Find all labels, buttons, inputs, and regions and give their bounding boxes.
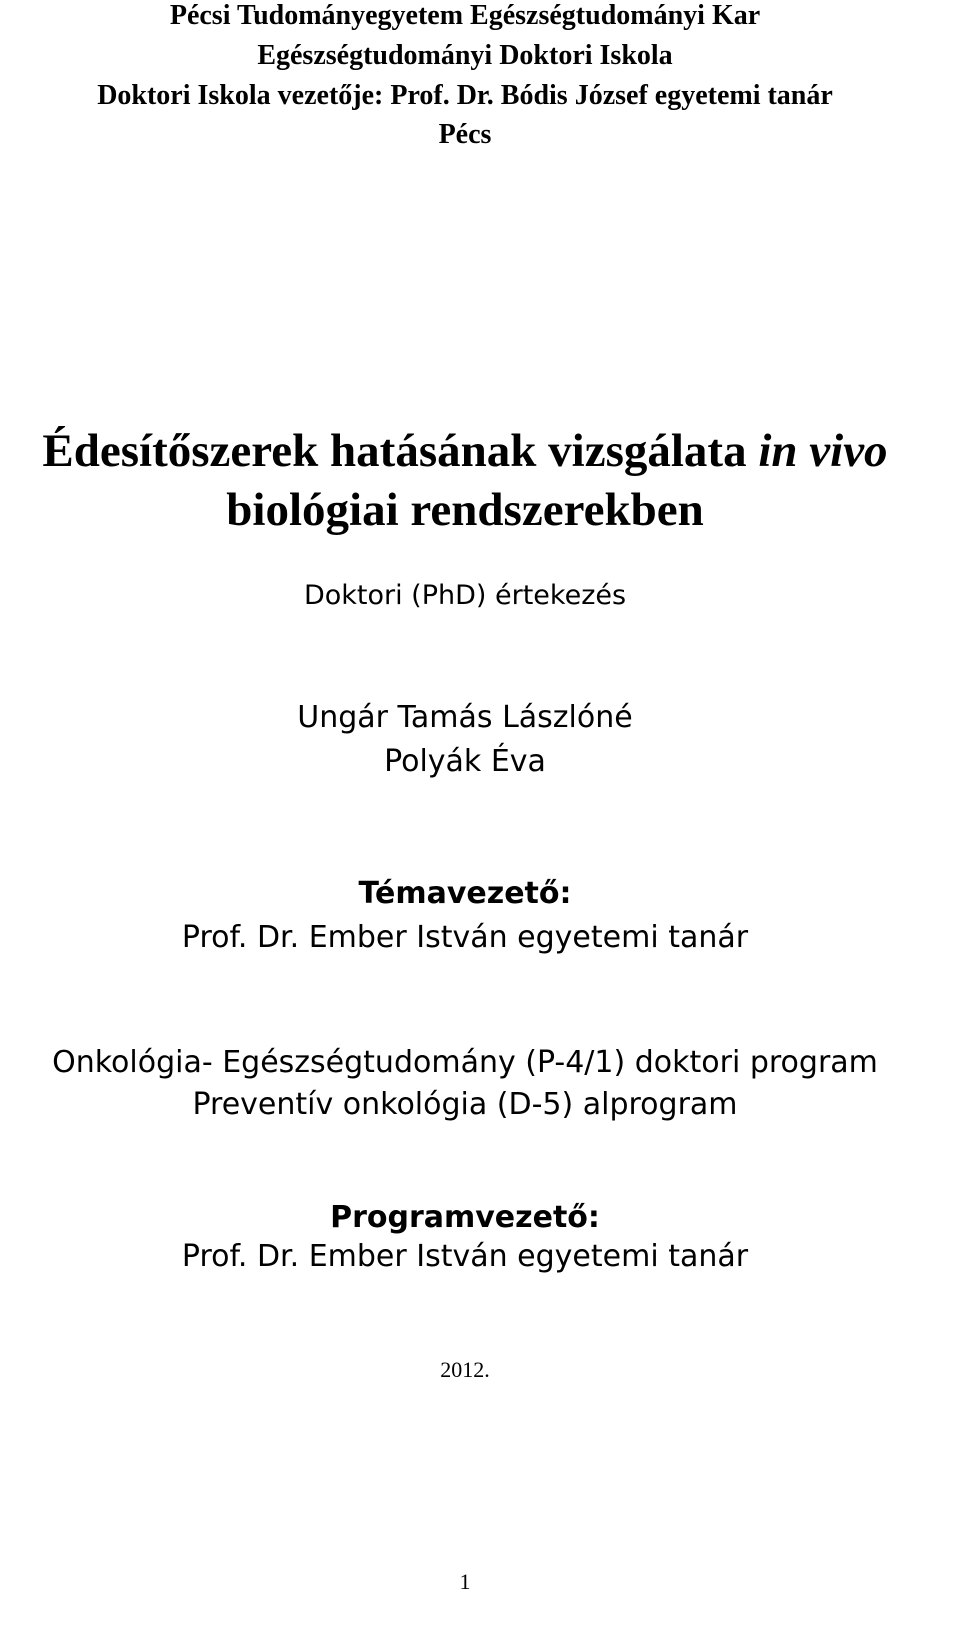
page-number: 1 — [459, 1569, 471, 1594]
thesis-title-main: Édesítőszerek hatásának vizsgálata — [42, 425, 759, 477]
supervisor-label: Témavezető: — [358, 876, 572, 911]
subprogram: Preventív onkológia (D-5) alprogram — [192, 1087, 738, 1122]
program-leader-name: Prof. Dr. Ember István egyetemi tanár — [181, 1239, 749, 1274]
city: Pécs — [438, 119, 492, 150]
institution-name: Pécsi Tudományegyetem Egészségtudományi Kar — [169, 0, 761, 31]
thesis-title-line2: biológiai rendszerekben — [226, 484, 704, 536]
doctoral-program: Onkológia- Egészségtudomány (P-4/1) doktori program — [52, 1045, 878, 1080]
thesis-title-line1 — [0, 424, 930, 478]
doctoral-school-name: Egészségtudományi Doktori Iskola — [257, 40, 673, 71]
program-leader-label: Programvezető: — [330, 1200, 600, 1235]
author-line1: Ungár Tamás Lászlóné — [297, 700, 633, 735]
doctoral-school-head: Doktori Iskola vezetője: Prof. Dr. Bódis József egyetemi tanár — [97, 80, 833, 111]
dissertation-type: Doktori (PhD) értekezés — [303, 580, 627, 611]
supervisor-name: Prof. Dr. Ember István egyetemi tanár — [181, 920, 749, 955]
year: 2012. — [440, 1357, 490, 1382]
thesis-title-italic: in vivo — [758, 425, 888, 477]
author-line2: Polyák Éva — [384, 744, 546, 779]
